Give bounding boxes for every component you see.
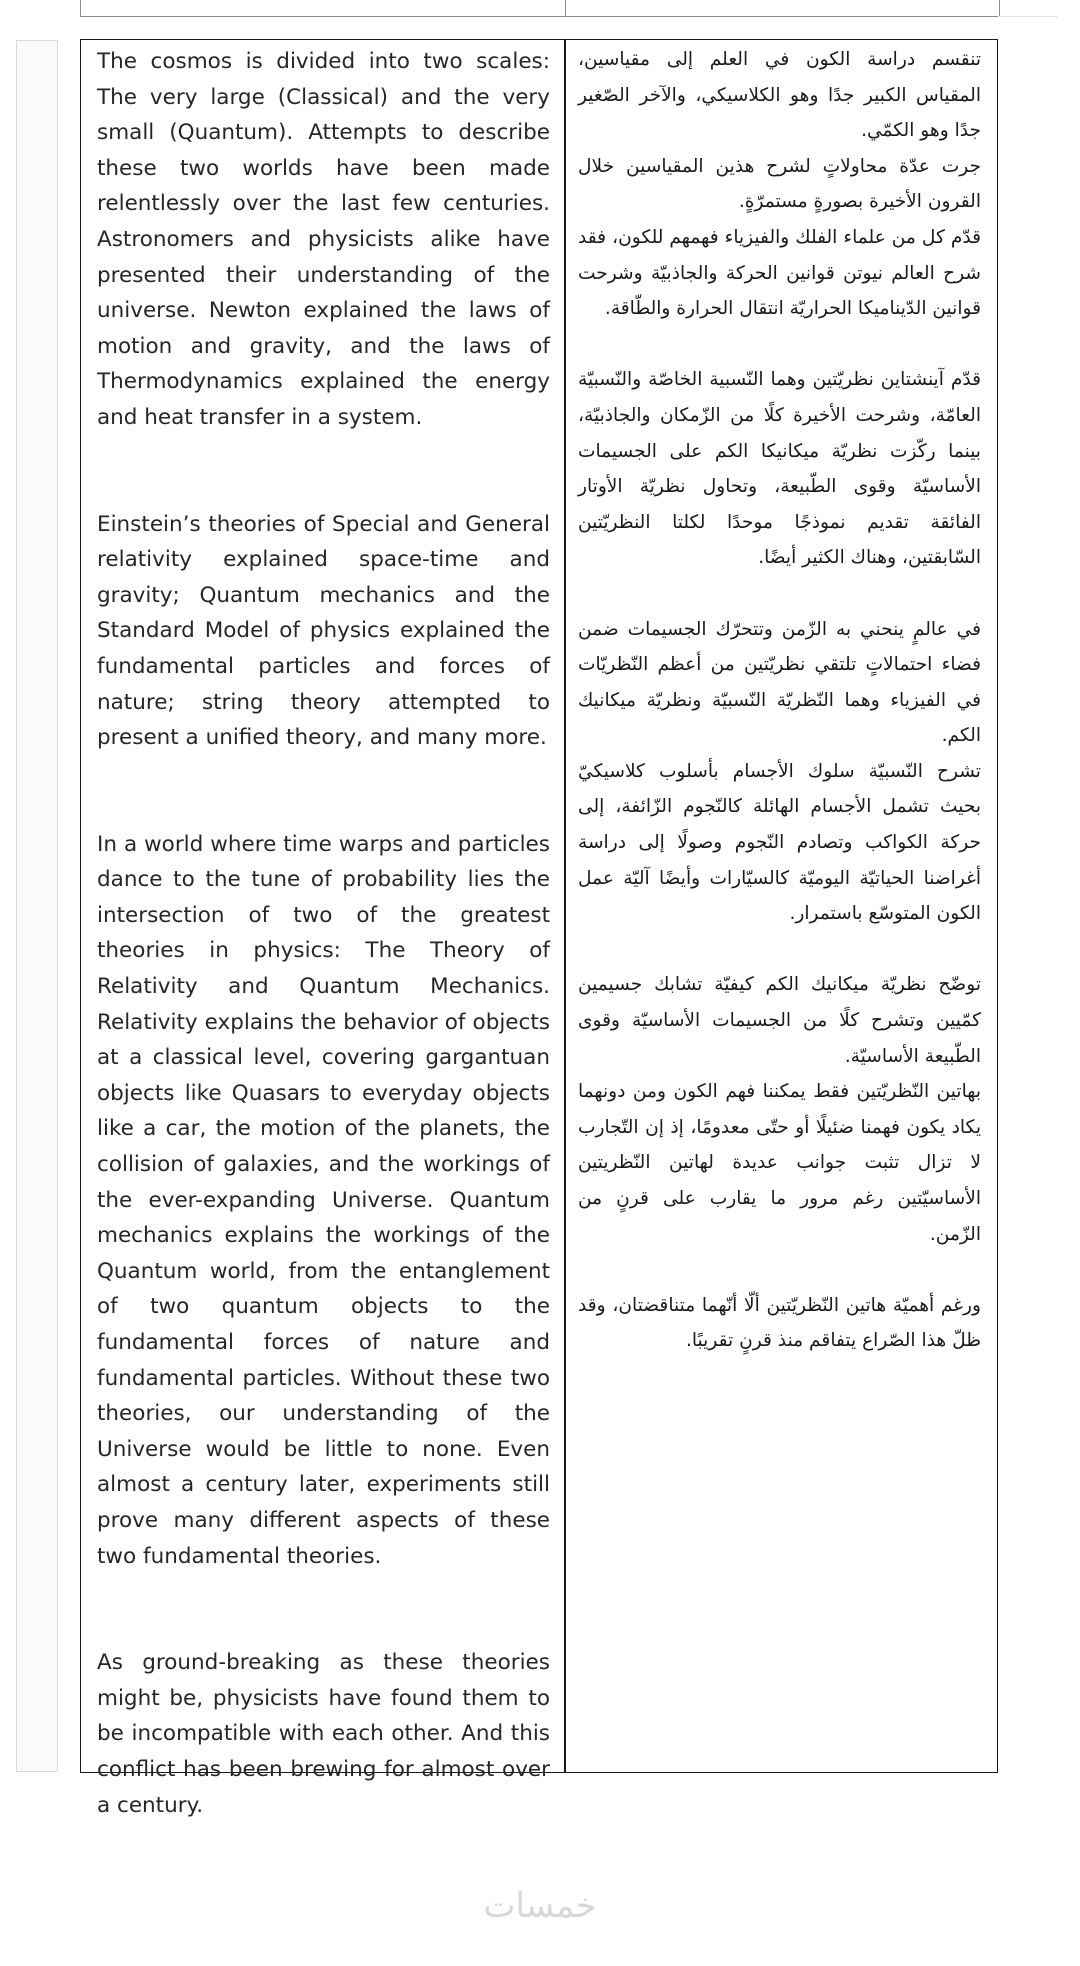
arabic-paragraph: ورغم أهميّة هاتين النّظريّتين ألّا أنّهما متناقضتان، وقد ظلّ هذا الصّراع يتفاقم منذ قرنٍ تقريبًا. — [578, 1294, 981, 1352]
arabic-cell[interactable] — [578, 42, 981, 1359]
page-edge — [998, 0, 1058, 17]
arabic-paragraph: تنقسم دراسة الكون في العلم إلى مقياسين، المقياس الكبير جدًا وهو الكلاسيكي، والآخر الصّغير جدًا وهو الكمّي. — [578, 49, 981, 142]
english-paragraph: Einstein’s theories of Special and General relativity explained space-time and gravity; Quantum mechanics and the Standard Model of physics explained the fundamental particles and forces of nature; string theory attempted to present a unified theory, and many more. — [97, 511, 550, 751]
arabic-paragraph: في عالمٍ ينحني به الزّمن وتتحرّك الجسيمات ضمن فضاء احتمالاتٍ تلتقي نظريّتين من أعظم النّظريّات في الفيزياء وهما النّظريّة النّسبيّة ونظريّة ميكانيك الكم. — [578, 618, 981, 747]
previous-table-fragment — [80, 0, 1000, 17]
arabic-paragraph: توضّح نظريّة ميكانيك الكم كيفيّة تشابك جسيمين كمّيين وتشرح كلًا من الجسيمات الأساسيّة وقوى الطّبيعة الأساسيّة. — [578, 974, 981, 1067]
bilingual-translation-table — [80, 39, 998, 1818]
english-cell[interactable] — [97, 44, 550, 1859]
column-divider — [564, 40, 566, 1772]
english-paragraph: In a world where time warps and particles dance to the tune of probability lies the intersection of two of the greatest theories in physics: The Theory of Relativity and Quantum Mechanics. Relativity explains the behavior of objects at a classical level, covering gargantuan objects like Quasars to everyday objects like a car, the motion of the planets, the collision of galaxies, and the workings of the ever-expanding Universe. Quantum mechanics explains the workings of the Quantum world, from the entanglement of two quantum objects to the fundamental forces of nature and fundamental particles. Without these two theories, our understanding of the Universe would be little to none. Even almost a century later, experiments still prove many different aspects of these two fundamental theories. — [97, 831, 550, 1569]
arabic-paragraph: قدّم آينشتاين نظريّتين وهما النّسبية الخاصّة والنّسبيّة العامّة، وشرحت الأخيرة كلًا من الزّمكان والجاذبيّة، بينما ركّزت نظريّة ميكانيكا الكم على الجسيمات الأساسيّة وقوى الطّبيعة، وتحاول نظريّة الأوتار الفائقة تقديم نموذجًا موحدًا لكلتا النظريّتين السّابقتين، وهناك الكثير أيضًا. — [578, 369, 981, 569]
arabic-paragraph: قدّم كل من علماء الفلك والفيزياء فهمهم للكون، فقد شرح العالم نيوتن قوانين الحركة والجاذبيّة وشرحت قوانين الدّيناميكا الحراريّة انتقال الحرارة والطّاقة. — [578, 226, 981, 320]
arabic-paragraph: تشرح النّسبيّة سلوك الأجسام بأسلوب كلاسيكيّ بحيث تشمل الأجسام الهائلة كالنّجوم الزّائفة، إلى حركة الكواكب وتصادم النّجوم وصولًا إلى دراسة أغراضنا الحياتيّة اليوميّة كالسيّارات وأيضًا آليّة عمل الكون المتوسّع باستمرار. — [578, 760, 981, 925]
arabic-paragraph: بهاتين النّظريّتين فقط يمكننا فهم الكون ومن دونهما يكاد يكون فهمنا ضئيلًا أو حتّى معدومًا، إذ إن التّجارب لا تزال تثبت جوانب عديدة لهاتين النّظريتين الأساسيّتين رغم مرور ما يقارب على قرنٍ من الزّمن. — [578, 1081, 981, 1245]
english-paragraph: As ground-breaking as these theories might be, physicists have found them to be incompatible with each other. And this conflict has been brewing for almost over a century. — [97, 1650, 550, 1818]
left-margin-gutter — [16, 40, 58, 1772]
previous-table-divider — [565, 0, 566, 16]
arabic-paragraph: جرت عدّة محاولاتٍ لشرح هذين المقياسين خلال القرون الأخيرة بصورةٍ مستمرّةٍ. — [578, 155, 981, 213]
watermark-logo: خمسات — [483, 1886, 597, 1926]
english-paragraph: The cosmos is divided into two scales: The very large (Classical) and the very small (Quantum). Attempts to describe these two worlds have been made relentlessly over the last few centuries. Astronomers and physicists alike have presented their understanding of the universe. Newton explained the laws of motion and gravity, and the laws of Thermodynamics explained the energy and heat transfer in a system. — [97, 49, 550, 430]
